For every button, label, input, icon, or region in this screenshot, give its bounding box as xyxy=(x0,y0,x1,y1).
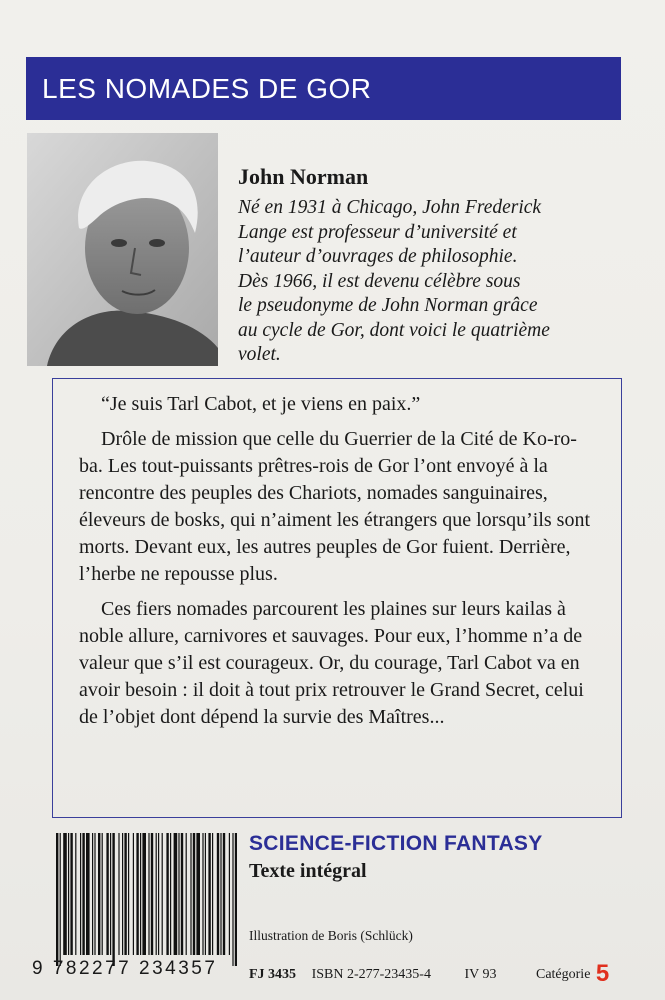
barcode-bar xyxy=(110,833,111,955)
barcode-bar xyxy=(181,833,183,955)
barcode-bar xyxy=(142,833,146,955)
barcode-bar xyxy=(166,833,168,955)
illustration-credit: Illustration de Boris (Schlück) xyxy=(249,928,413,943)
barcode-bar xyxy=(98,833,100,955)
category-number: 5 xyxy=(595,960,610,987)
barcode-bar xyxy=(196,833,200,955)
barcode-bar xyxy=(151,833,153,955)
barcode-bar xyxy=(80,833,81,955)
collection-label: SCIENCE-FICTION FANTASY xyxy=(249,832,543,855)
barcode-bar xyxy=(205,833,206,955)
barcode-bar xyxy=(212,833,213,955)
author-portrait-icon xyxy=(27,133,218,366)
barcode-bar xyxy=(70,833,72,955)
barcode-bar xyxy=(128,833,129,955)
barcode-bar xyxy=(178,833,179,955)
bio-line: Dès 1966, il est devenu célèbre sous xyxy=(238,270,521,292)
isbn-number: ISBN 2-277-23435-4 xyxy=(311,967,431,982)
barcode-bar xyxy=(122,833,123,955)
barcode-bar xyxy=(140,833,141,955)
barcode-bar xyxy=(193,833,195,955)
barcode-bar xyxy=(124,833,126,955)
barcode-bar xyxy=(112,833,114,966)
barcode-bar xyxy=(60,833,61,966)
barcode-bar xyxy=(94,833,95,955)
bio-line: Lange est professeur d’université et xyxy=(238,221,517,243)
barcode-bar xyxy=(156,833,157,955)
bio-line: au cycle de Gor, dont voici le quatrième xyxy=(238,319,550,341)
barcode-bar xyxy=(82,833,84,955)
edition-label: Texte intégral xyxy=(249,860,367,882)
barcode-bar xyxy=(63,833,67,955)
author-photo xyxy=(27,133,218,366)
barcode-bar xyxy=(170,833,171,955)
barcode-bar xyxy=(136,833,138,955)
barcode-bar xyxy=(68,833,69,955)
barcode-bar xyxy=(223,833,225,955)
book-title: LES NOMADES DE GOR xyxy=(26,57,621,120)
bio-line: volet. xyxy=(238,344,281,365)
barcode-bar xyxy=(220,833,221,955)
barcode-bar xyxy=(174,833,178,955)
barcode-bar xyxy=(102,833,103,955)
barcode-bar xyxy=(162,833,163,955)
barcode-bar xyxy=(133,833,134,955)
barcode-bar xyxy=(202,833,203,955)
author-bio xyxy=(238,196,638,368)
fj-code: FJ 3435 xyxy=(249,967,297,982)
barcode-bar xyxy=(190,833,191,955)
barcode-bar xyxy=(186,833,187,955)
barcode-bar xyxy=(229,833,230,955)
author-name: John Norman xyxy=(238,164,369,189)
barcode-bar xyxy=(106,833,108,955)
summary-quote: “Je suis Tarl Cabot, et je viens en paix.” xyxy=(101,393,421,415)
summary-box xyxy=(52,378,622,818)
barcode-bar xyxy=(56,833,58,966)
barcode-bar xyxy=(232,833,233,966)
summary-paragraph: Ces fiers nomades parcourent les plaines sur leurs kailas à noble allure, carnivores et sauvages. Pour eux, l’homme n’a de valeur que s’il est courageux. Or, du courage, Tarl Cabot va en avoir besoin : il doit à tout prix retrouver le Grand Secret, celui de l’objet dont dépend la survie des Maîtres... xyxy=(79,598,584,728)
barcode-bar xyxy=(75,833,76,955)
author-section xyxy=(238,164,638,368)
barcode-bar xyxy=(148,833,149,955)
barcode-bar xyxy=(158,833,159,955)
summary-paragraph: Drôle de mission que celle du Guerrier de la Cité de Ko-ro-ba. Les tout-puissants prêtres-rois de Gor l’ont envoyé à la rencontre des peuples des Chariots, nomades sanguinaires, éleveurs de bosks, qui n’aiment les étrangers que lorsqu’ils sont morts. Devant eux, les autres peuples de Gor fuient. Derrière, l’herbe ne repousse plus. xyxy=(79,428,590,585)
barcode-bar xyxy=(118,833,119,955)
barcode-bar xyxy=(208,833,210,955)
bio-line: l’auteur d’ouvrages de philosophie. xyxy=(238,246,518,267)
barcode-bar xyxy=(235,833,237,966)
bio-line: le pseudonyme de John Norman grâce xyxy=(238,295,538,316)
bio-line: Né en 1931 à Chicago, John Frederick xyxy=(238,197,542,218)
barcode-digits: 9 782277 234357 xyxy=(32,958,218,979)
barcode-bar xyxy=(217,833,219,955)
barcode-bar xyxy=(92,833,93,955)
print-date: IV 93 xyxy=(464,967,497,982)
publication-info xyxy=(249,957,639,985)
barcode-bar xyxy=(86,833,90,955)
category-label: Catégorie xyxy=(535,967,591,982)
barcode-icon xyxy=(56,833,237,966)
